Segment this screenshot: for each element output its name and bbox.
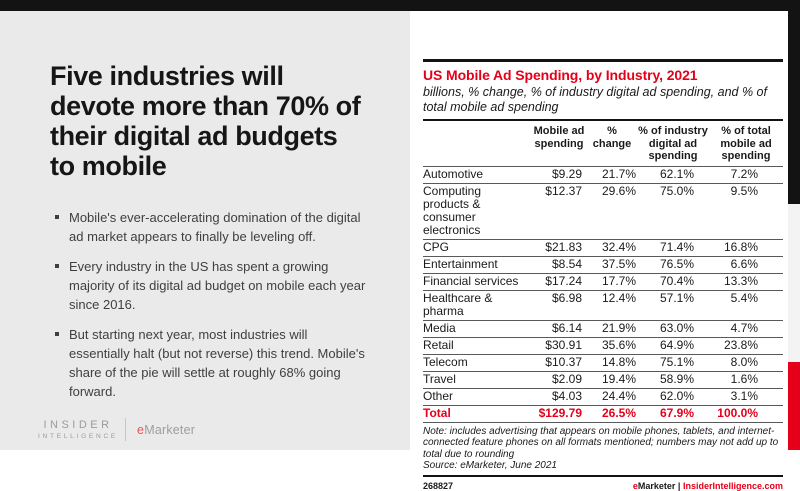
table-row [423, 166, 783, 183]
chart-subtitle: billions, % change, % of industry digital ad spending, and % of total mobile ad spending [423, 85, 767, 114]
column-header-line: % of total [721, 125, 771, 137]
industry-cell: Computing products & consumer electronics [423, 183, 531, 239]
column-header-line: spending [721, 150, 771, 162]
industry-column-header [423, 121, 531, 166]
value-cell: 62.0% [637, 388, 709, 405]
page-title [50, 61, 390, 181]
value-cell: 63.0% [637, 320, 709, 337]
intelligence-logo-text: INTELLIGENCE [38, 433, 119, 440]
value-cell: 13.3% [709, 273, 783, 290]
page-title-line: their digital ad budgets [50, 121, 338, 151]
value-cell: $9.29 [531, 166, 587, 183]
industry-cell: Telecom [423, 354, 531, 371]
column-header-line: % of industry [638, 125, 708, 137]
value-cell: 19.4% [587, 371, 637, 388]
industry-cell: Media [423, 320, 531, 337]
table-row [423, 337, 783, 354]
value-cell: 76.5% [637, 256, 709, 273]
value-cell: 7.2% [709, 166, 783, 183]
emarketer-logo-e: e [137, 422, 145, 437]
bullet-text: But starting next year, most industries will essentially halt (but not reverse) this trend. Mobile's share of the pie will settle at roughly 68% going forward. [69, 327, 365, 399]
value-cell: $17.24 [531, 273, 587, 290]
value-cell: 70.4% [637, 273, 709, 290]
bullet-square-icon [55, 264, 59, 268]
bullet-item [55, 208, 367, 246]
value-cell: 62.1% [637, 166, 709, 183]
page-title-line: Five industries will [50, 61, 284, 91]
title-top-rule [423, 59, 783, 62]
footer-rule [423, 475, 783, 478]
value-cell: $6.98 [531, 290, 587, 320]
value-cell: 26.5% [587, 405, 637, 422]
data-table [423, 121, 783, 423]
value-cell: 100.0% [709, 405, 783, 422]
total-row [423, 405, 783, 422]
industry-cell: Total [423, 405, 531, 422]
value-cell: 37.5% [587, 256, 637, 273]
page-title-line: devote more than 70% of [50, 91, 361, 121]
industry-cell: Financial services [423, 273, 531, 290]
table-body [423, 166, 783, 422]
table-header-row [423, 121, 783, 166]
table-row [423, 371, 783, 388]
column-header-line: mobile ad [720, 137, 772, 150]
value-cell: 6.6% [709, 256, 783, 273]
brand-logos [38, 418, 195, 441]
industry-cell: CPG [423, 239, 531, 256]
value-cell: $6.14 [531, 320, 587, 337]
footer-brand-line [633, 481, 783, 491]
value-cell: 3.1% [709, 388, 783, 405]
value-cell: $21.83 [531, 239, 587, 256]
column-header [587, 121, 637, 166]
industry-cell: Retail [423, 337, 531, 354]
value-cell: $10.37 [531, 354, 587, 371]
value-cell: $12.37 [531, 183, 587, 239]
right-edge-strip [788, 0, 800, 450]
logo-divider [125, 418, 126, 441]
value-cell: 75.0% [637, 183, 709, 239]
industry-cell: Entertainment [423, 256, 531, 273]
industry-cell: Other [423, 388, 531, 405]
bullet-text: Every industry in the US has spent a growing majority of its digital ad budget on mobile each year since 2016. [69, 259, 366, 312]
value-cell: $8.54 [531, 256, 587, 273]
table-row [423, 320, 783, 337]
column-header [709, 121, 783, 166]
column-header-line: % [607, 125, 617, 137]
value-cell: 8.0% [709, 354, 783, 371]
bullet-square-icon [55, 332, 59, 336]
table-row [423, 290, 783, 320]
bullet-square-icon [55, 215, 59, 219]
value-cell: 29.6% [587, 183, 637, 239]
strip-gray-segment [788, 204, 800, 362]
table-row [423, 273, 783, 290]
column-header [531, 121, 587, 166]
chart-footer [423, 481, 783, 491]
industry-cell: Travel [423, 371, 531, 388]
chart-note: Note: includes advertising that appears on mobile phones, tablets, and internet-connected feature phones on all formats mentioned; numbers may not add up to total due to rounding [423, 425, 779, 460]
strip-red-segment [788, 362, 800, 450]
left-panel [0, 11, 410, 450]
insider-logo-text: INSIDER [43, 419, 113, 431]
column-header-line: change [592, 137, 632, 150]
value-cell: 32.4% [587, 239, 637, 256]
column-header [637, 121, 709, 166]
value-cell: 21.7% [587, 166, 637, 183]
insider-intelligence-logo [38, 419, 118, 440]
table-row [423, 388, 783, 405]
value-cell: 12.4% [587, 290, 637, 320]
value-cell: 4.7% [709, 320, 783, 337]
emarketer-logo-rest: Marketer [144, 422, 196, 437]
footer-site: InsiderIntelligence.com [682, 481, 783, 491]
value-cell: $129.79 [531, 405, 587, 422]
table-row [423, 239, 783, 256]
bullet-list [55, 208, 367, 412]
value-cell: 21.9% [587, 320, 637, 337]
chart-card [410, 11, 788, 491]
industry-cell: Automotive [423, 166, 531, 183]
table-row [423, 183, 783, 239]
emarketer-logo [137, 423, 195, 437]
value-cell: 58.9% [637, 371, 709, 388]
value-cell: 17.7% [587, 273, 637, 290]
table-row [423, 256, 783, 273]
column-header-line: spending [648, 150, 698, 162]
value-cell: 1.6% [709, 371, 783, 388]
strip-black-segment [788, 0, 800, 204]
value-cell: 35.6% [587, 337, 637, 354]
value-cell: 16.8% [709, 239, 783, 256]
value-cell: 23.8% [709, 337, 783, 354]
value-cell: 75.1% [637, 354, 709, 371]
column-header-line: spending [534, 137, 584, 150]
chart-id: 268827 [423, 481, 454, 491]
bullet-text: Mobile's ever-accelerating domination of the digital ad market appears to finally be leveling off. [69, 210, 361, 244]
footer-brand-rest: Marketer [637, 481, 676, 491]
value-cell: 57.1% [637, 290, 709, 320]
chart-title: US Mobile Ad Spending, by Industry, 2021 [423, 67, 698, 83]
value-cell: 9.5% [709, 183, 783, 239]
value-cell: 24.4% [587, 388, 637, 405]
bullet-item [55, 325, 367, 401]
value-cell: 67.9% [637, 405, 709, 422]
value-cell: 5.4% [709, 290, 783, 320]
footer-brand-e: e [632, 481, 638, 491]
footer-separator: | [677, 481, 681, 491]
value-cell: $2.09 [531, 371, 587, 388]
table-row [423, 354, 783, 371]
page-title-line: to mobile [50, 151, 167, 181]
bullet-item [55, 257, 367, 314]
chart-source: Source: eMarketer, June 2021 [423, 460, 557, 471]
value-cell: 71.4% [637, 239, 709, 256]
top-bar [0, 0, 800, 11]
value-cell: 64.9% [637, 337, 709, 354]
value-cell: $4.03 [531, 388, 587, 405]
value-cell: $30.91 [531, 337, 587, 354]
industry-cell: Healthcare & pharma [423, 290, 531, 320]
column-header-line: Mobile ad [533, 125, 585, 137]
value-cell: 14.8% [587, 354, 637, 371]
column-header-line: digital ad [648, 137, 698, 150]
